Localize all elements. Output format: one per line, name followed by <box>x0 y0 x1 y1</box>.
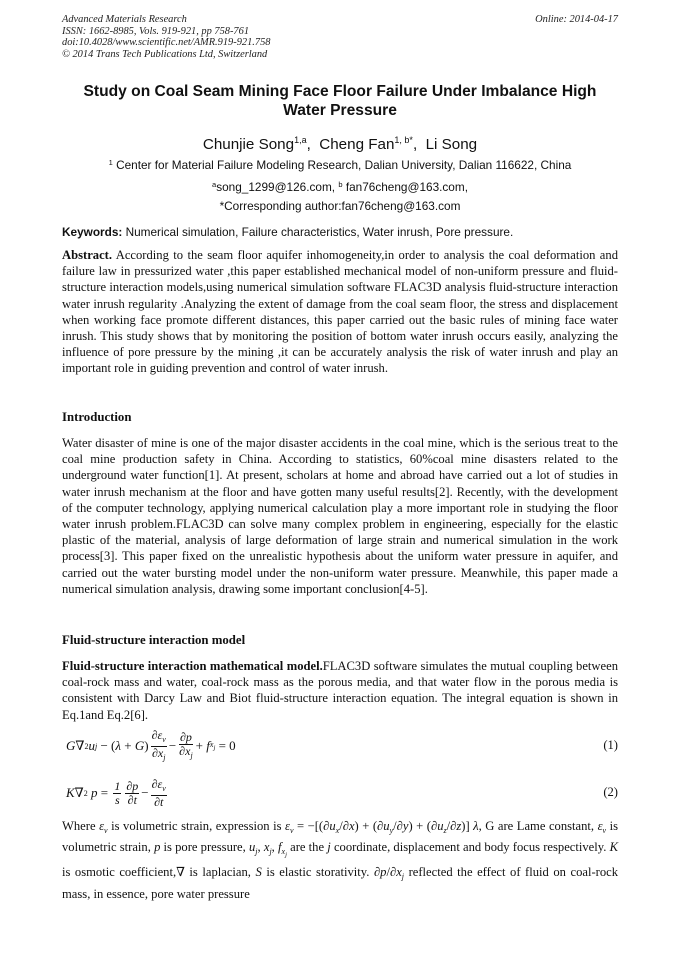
keywords <box>62 224 618 240</box>
section-heading-introduction: Introduction <box>62 410 132 424</box>
introduction-text: Water disaster of mine is one of the major disaster accidents in the coal mine, which is the serious treat to the coal mine production safety in China. According to statistics, 60%coal mine disasters related to the underground water function[1]. At present, scholars at home and abroad have carried out a lot of studies in water inrush mechanism at the floor and have gotten many useful results[2]. Recently, with the development of the computer technology, applying numerical calculation play a more important role in studying the floor water inrush problem.FLAC3D can solve many complex problem in engineering, especially for the elastic plastic of the material, analysis of large deformation of large strain and numerical simulation in the work process[3]. This paper fixed on the unrealistic hypothesis about the uniform water pressure in aquifer, and carried out the water bursting model under the non-uniform water pressure. Meanwhile, this paper made a numerical simulation analysis, drawing some important conclusion[4-5]. <box>62 436 618 596</box>
email-a-sup: a <box>212 180 217 189</box>
section-heading-fluid-model: Fluid-structure interaction model <box>62 633 246 647</box>
email-b: fan76cheng@163.com, <box>345 180 468 194</box>
author-sup: 1,a <box>294 135 307 145</box>
issn-line: ISSN: 1662-8985, Vols. 919-921, pp 758-761 <box>62 25 250 37</box>
affiliation <box>62 156 618 172</box>
equation-2-number: (2) <box>603 785 618 799</box>
where-text: is elastic storativity. <box>266 865 370 880</box>
doi-line: doi:10.4028/www.scientific.net/AMR.919-921.758 <box>62 37 271 49</box>
where-text: is osmotic coefficient,∇ is laplacian, <box>62 865 251 880</box>
where-text: , G are Lame constant, <box>478 819 595 833</box>
abstract-label: Abstract. <box>62 248 113 262</box>
author-sup: 1, b* <box>394 135 413 145</box>
online-date: Online: 2014-04-17 <box>535 14 618 25</box>
email-line <box>62 178 618 194</box>
where-text: coordinate, displacement and body focus respectively. <box>333 840 607 855</box>
subsection-label: Fluid-structure interaction mathematical model. <box>62 659 323 673</box>
author-name: Chunjie Song <box>202 136 295 153</box>
keywords-text: Numerical simulation, Failure characteristics, Water inrush, Pore pressure. <box>125 225 514 239</box>
corresponding-author: *Corresponding author:fan76cheng@163.com <box>219 199 461 213</box>
abstract-text: According to the seam floor aquifer inhomogeneity,in order to analysis the coal deformation and failure law in pressurized water ,this paper established mechanical model of non-uniform pressure and fluid-structure interaction models,using numerical simulation software FLAC3D analysis fluid-structure interaction water inrush regularity .Analyzing the extent of damage from the coal seam floor, the stress and displacement when working face promote different distances, this paper carried out the basic rules of mining face water inrush. This study shows that by monitoring the position of bottom water inrush occurs easily, analyzing the influence of pore pressure by the mining ,it can be accurately analysis the risk of water inrush and play an important role in guiding prevention and control of water inrush. <box>62 248 618 376</box>
equation-2-body: K ∇ 2 p = $\frac{1}{s}$ $\frac{\partial p}{\partial t}$ − $\frac{\partial\varepsilon_v}{\partial t}$ <box>66 776 166 809</box>
journal-header <box>62 14 618 60</box>
where-text: is volumetric strain, <box>62 819 619 855</box>
fluid-model-paragraph <box>62 658 618 723</box>
where-paragraph: Where $\varepsilon_v$ is volumetric strain, expression is $\varepsilon_v = -[(\partial u_x/\partial x) + (\partial u_y/\partial y) + (\partial u_z/\partial z)]$ λ, G are Lame constant, $\varepsilon_v$ is volumetric strain, p is pore pressure, $u_j$, $x_j$, $f_{x_j}$ are the j coordinate, displacement and body focus respectively. K is osmotic coefficient,∇ is laplacian, S is elastic storativity. $\partial p/\partial x_j$ reflected the effect of fluid on coal-rock mass, in essence, pore water pressure <box>62 819 619 901</box>
equation-2 <box>66 776 618 810</box>
author-name: Cheng Fan <box>319 136 395 153</box>
where-text: are the <box>290 840 325 855</box>
affiliation-sup: 1 <box>108 158 113 167</box>
journal-name: Advanced Materials Research <box>62 14 187 25</box>
where-text: is pore pressure, <box>163 840 246 855</box>
equation-1-body: G ∇ 2 u j − ( λ + G ) $\frac{\partial\varepsilon_v}{\partial x_j}$ − $\frac{\partial p}{\partial x_j}$ + f $x_j$ = 0 <box>66 727 236 762</box>
where-text: reflected the effect of fluid on coal-rock mass, in essence, pore water pressure <box>62 865 619 901</box>
paper-title: Study on Coal Seam Mining Face Floor Failure Under Imbalance High Water Pressure <box>83 83 597 119</box>
copyright-line: © 2014 Trans Tech Publications Ltd, Switzerland <box>62 48 268 60</box>
author-list: Chunjie Song$^{1,a}$, Cheng Fan$^{1, b*}$, Li Song <box>202 135 478 153</box>
where-text: is volumetric strain, expression is <box>111 819 282 833</box>
author-name: Li Song <box>425 136 478 153</box>
fluid-model-text: FLAC3D software simulates the mutual coupling between coal-rock mass and water, coal-rock mass as the porous media, and that water flow in the porous media is consistent with Darcy Law and Biot fluid-structure interaction equation. The integral equation is shown in Eq.1and Eq.2[6]. <box>62 659 618 722</box>
keywords-label: Keywords: <box>62 225 123 239</box>
equation-1 <box>66 729 618 763</box>
email-b-sup: b <box>338 180 343 189</box>
equation-1-number: (1) <box>603 738 618 752</box>
email-a: song_1299@126.com, <box>216 180 336 194</box>
abstract <box>62 247 618 377</box>
affiliation-text: Center for Material Failure Modeling Research, Dalian University, Dalian 116622, China <box>116 158 572 172</box>
where-text: Where <box>62 819 96 833</box>
